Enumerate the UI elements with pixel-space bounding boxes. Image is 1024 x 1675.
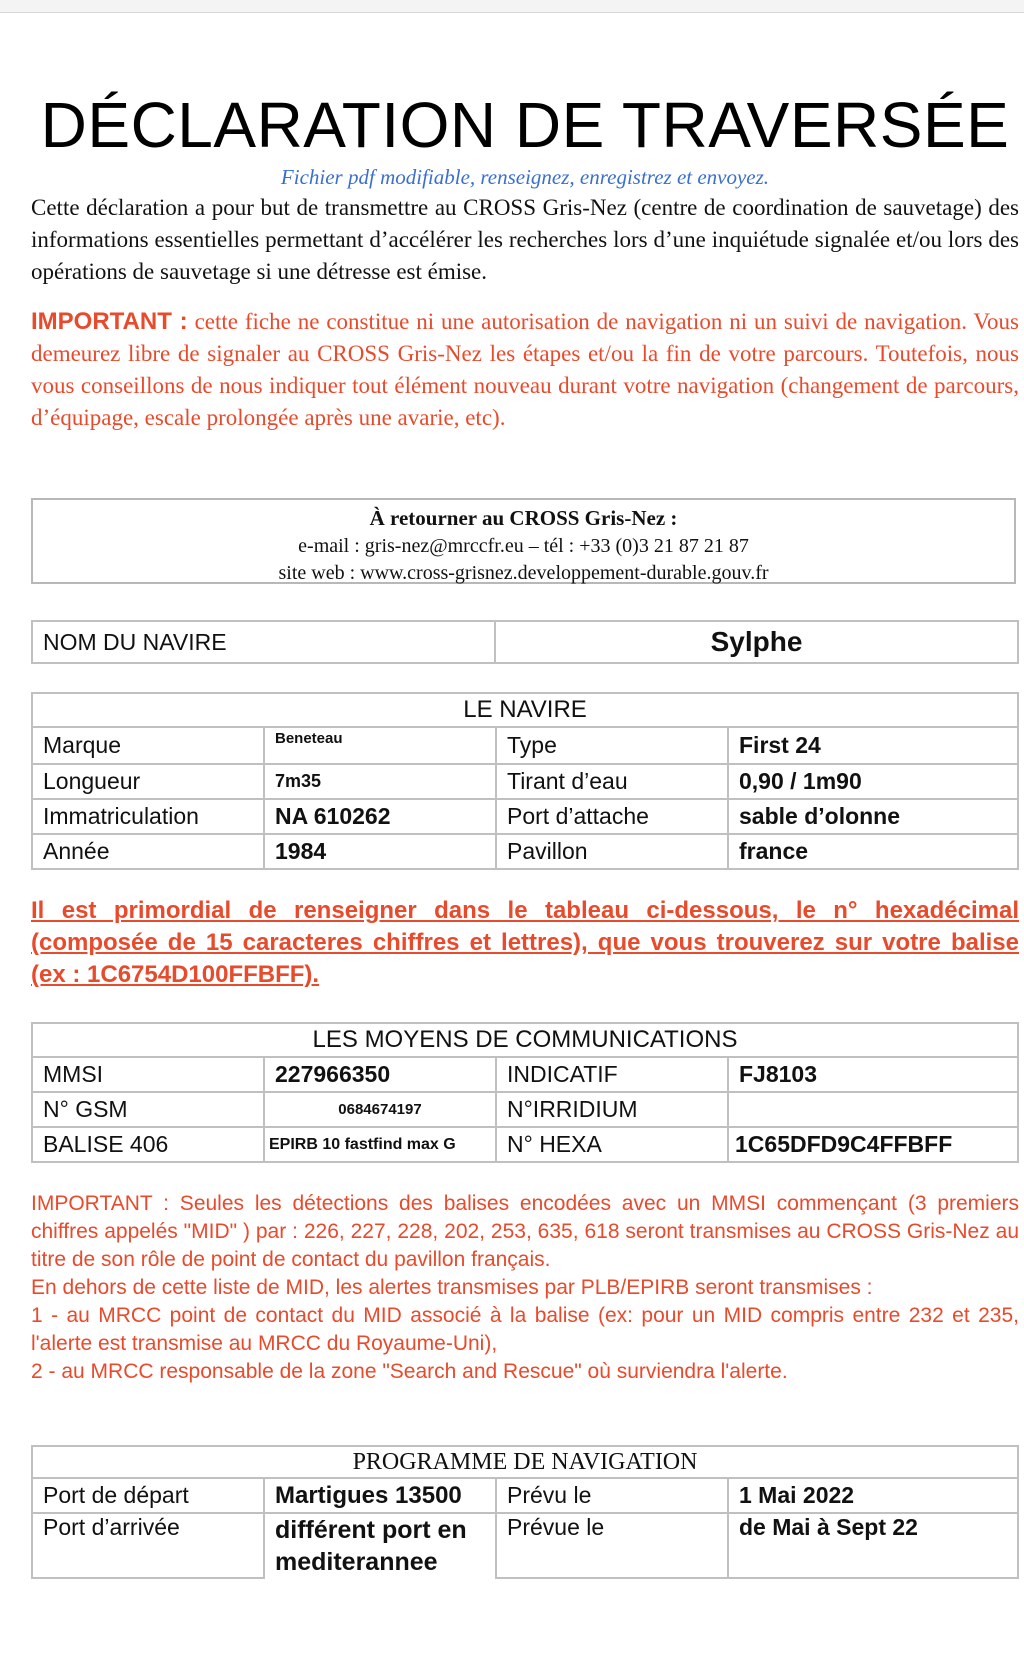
beacon-field[interactable]: EPIRB 10 fastfind max G	[264, 1127, 496, 1162]
type-label: Type	[496, 727, 728, 764]
year-label: Année	[32, 834, 264, 869]
vessel-heading: LE NAVIRE	[32, 693, 1018, 727]
table-row	[32, 764, 1018, 799]
programme-heading: PROGRAMME DE NAVIGATION	[32, 1446, 1018, 1478]
brand-label: Marque	[32, 727, 264, 764]
table-row	[32, 1057, 1018, 1092]
mid-notice-p2: En dehors de cette liste de MID, les alertes transmises par PLB/EPIRB seront transmises :	[31, 1276, 873, 1299]
gsm-field[interactable]: 0684674197	[264, 1092, 496, 1127]
hexa-instruction: Il est primordial de renseigner dans le tableau ci-dessous, le n° hexadécimal (composée de 15 caracteres chiffres et lettres), que vous trouverez sur votre balise (ex : 1C6754D100FFBFF).	[31, 897, 1019, 988]
hexa-label: N° HEXA	[496, 1127, 728, 1162]
iridium-label: N°IRRIDIUM	[496, 1092, 728, 1127]
table-row	[32, 1478, 1018, 1513]
table-row	[32, 727, 1018, 764]
draft-field[interactable]: 0,90 / 1m90	[728, 764, 1018, 799]
mid-notice-p4: 2 - au MRCC responsable de la zone "Search and Rescue" où surviendra l'alerte.	[31, 1360, 788, 1383]
mmsi-field[interactable]: 227966350	[264, 1057, 496, 1092]
arrival-date-field[interactable]: de Mai à Sept 22	[728, 1513, 1018, 1578]
mid-notice-p3: 1 - au MRCC point de contact du MID associé à la balise (ex: pour un MID compris entre 232 et 235, l'alerte est transmise au MRCC du Royaume-Uni),	[31, 1304, 1019, 1355]
beacon-label: BALISE 406	[32, 1127, 264, 1162]
top-toolbar-edge	[0, 0, 1024, 13]
flag-field[interactable]: france	[728, 834, 1018, 869]
departure-date-field[interactable]: 1 Mai 2022	[728, 1478, 1018, 1513]
mmsi-label: MMSI	[32, 1057, 264, 1092]
return-website: site web : www.cross-grisnez.developpement-durable.gouv.fr	[278, 562, 769, 584]
table-row	[32, 834, 1018, 869]
arrival-port-label: Port d’arrivée	[32, 1513, 264, 1578]
table-row	[32, 1513, 1018, 1578]
callsign-field[interactable]: FJ8103	[728, 1057, 1018, 1092]
type-field[interactable]: First 24	[728, 727, 1018, 764]
programme-table	[31, 1445, 1019, 1579]
table-row	[32, 799, 1018, 834]
ship-name-label: NOM DU NAVIRE	[32, 621, 495, 663]
home-port-label: Port d’attache	[496, 799, 728, 834]
important-label: IMPORTANT :	[31, 308, 188, 335]
flag-label: Pavillon	[496, 834, 728, 869]
table-row	[32, 1127, 1018, 1162]
arrival-date-label: Prévue le	[496, 1513, 728, 1578]
ship-name-field[interactable]: Sylphe	[495, 621, 1018, 663]
vessel-table	[31, 692, 1019, 870]
return-contact: e-mail : gris-nez@mrccfr.eu – tél : +33 (0)3 21 87 21 87	[298, 535, 749, 557]
return-address-box	[31, 498, 1016, 584]
departure-port-field[interactable]: Martigues 13500	[264, 1478, 496, 1513]
important-text: cette fiche ne constitue ni une autorisation de navigation ni un suivi de navigation. Vous demeurez libre de signaler au CROSS Gris-Nez les étapes et/ou la fin de votre parcours. Toutefois, nous vous conseillons de nous indiquer tout élément nouveau durant votre navigation (changement de parcours, d’équipage, escale prolongée après une avarie, etc).	[31, 309, 1020, 430]
year-field[interactable]: 1984	[264, 834, 496, 869]
length-field[interactable]: 7m35	[264, 764, 496, 799]
departure-port-label: Port de départ	[32, 1478, 264, 1513]
important-notice	[31, 306, 1019, 434]
subtitle: Fichier pdf modifiable, renseignez, enregistrez et envoyez.	[280, 165, 770, 189]
departure-date-label: Prévu le	[496, 1478, 728, 1513]
brand-field[interactable]: Beneteau	[264, 727, 496, 764]
ship-name-table	[31, 620, 1019, 664]
gsm-label: N° GSM	[32, 1092, 264, 1127]
communications-table	[31, 1022, 1019, 1163]
registration-field[interactable]: NA 610262	[264, 799, 496, 834]
hexa-field[interactable]: 1C65DFD9C4FFBFF	[728, 1127, 1018, 1162]
communications-heading: LES MOYENS DE COMMUNICATIONS	[32, 1023, 1018, 1057]
page-title: DÉCLARATION DE TRAVERSÉE	[40, 89, 1010, 161]
arrival-port-field[interactable]: différent port en mediterannee	[264, 1513, 496, 1578]
iridium-field[interactable]	[728, 1092, 1018, 1127]
callsign-label: INDICATIF	[496, 1057, 728, 1092]
mid-notice-p1: IMPORTANT : Seules les détections des balises encodées avec un MMSI commençant (3 premiers chiffres appelés "MID" ) par : 226, 227, 228, 202, 253, 635, 618 seront transmises au CROSS Gris-Nez au titre de son rôle de point de contact du pavillon français.	[31, 1192, 1019, 1271]
intro-paragraph: Cette déclaration a pour but de transmettre au CROSS Gris-Nez (centre de coordination de sauvetage) des informations essentielles permettant d’accélérer les recherches lors d’une inquiétude signalée et/ou lors des opérations de sauvetage si une détresse est émise.	[31, 195, 1019, 284]
draft-label: Tirant d’eau	[496, 764, 728, 799]
home-port-field[interactable]: sable d’olonne	[728, 799, 1018, 834]
return-title: À retourner au CROSS Gris-Nez :	[369, 506, 678, 530]
length-label: Longueur	[32, 764, 264, 799]
table-row	[32, 1092, 1018, 1127]
mid-notice	[31, 1190, 1019, 1386]
registration-label: Immatriculation	[32, 799, 264, 834]
